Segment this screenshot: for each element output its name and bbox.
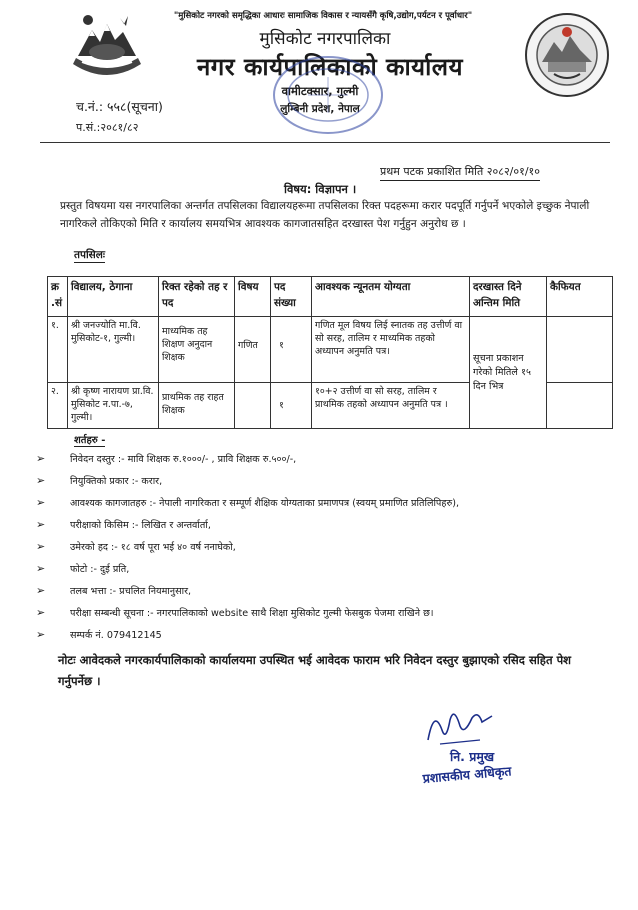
- cell-remarks: [547, 317, 613, 383]
- col-header-sn: क्र .सं: [48, 277, 68, 317]
- office-province: लुम्बिनी प्रदेश, नेपाल: [280, 103, 360, 115]
- arrow-bullet-icon: ➢: [36, 496, 46, 509]
- col-header-subject: विषय: [235, 277, 271, 317]
- municipality-name: मुसिकोट नगरपालिका: [259, 29, 391, 49]
- arrow-bullet-icon: ➢: [36, 540, 46, 553]
- subject-line: विषय: विज्ञापन ।: [284, 182, 357, 196]
- col-header-post: रिक्त रहेको तह र पद: [159, 277, 235, 317]
- tapsil-label: तपसिलः: [74, 249, 106, 261]
- cell-deadline: सूचना प्रकाशन गरेको मितिले १५ दिन भित्र: [470, 317, 547, 429]
- table-row: [48, 317, 613, 383]
- table-header-row: [48, 277, 613, 317]
- col-header-school: विद्यालय, ठेगाना: [68, 277, 159, 317]
- cell-post: माध्यमिक तह शिक्षण अनुदान शिक्षक: [159, 317, 235, 383]
- arrow-bullet-icon: ➢: [36, 628, 46, 641]
- cell-qualification: १०+२ उत्तीर्ण वा सो सरह, तालिम र प्राथमिक तहको अध्यापन अनुमति पत्र ।: [312, 383, 470, 429]
- office-address: वामीटक्सार, गुल्मी: [281, 84, 359, 98]
- signature-icon: [420, 700, 500, 750]
- cell-subject: गणित: [235, 317, 271, 383]
- arrow-bullet-icon: ➢: [36, 452, 46, 465]
- col-header-count: पद संख्या: [271, 277, 312, 317]
- header-divider: [40, 142, 610, 143]
- cell-qualification: गणित मूल विषय लिई स्नातक तह उत्तीर्ण वा सो सरह, तालिम र माध्यमिक तहको अध्यापन अनुमति पत्र।: [312, 317, 470, 383]
- cell-count: १: [271, 383, 312, 429]
- office-stamp-icon: [268, 52, 388, 138]
- cell-school: श्री जनज्योति मा.वि. मुसिकोट-१, गुल्मी।: [68, 317, 159, 383]
- cell-subject: [235, 383, 271, 429]
- published-date: प्रथम पटक प्रकाशित मिति २०८२/०१/१०: [380, 164, 540, 181]
- header-motto: "मुसिकोट नगरको समृद्धिका आधारः सामाजिक विकास र न्यायसँगै कृषि,उद्योग,पर्यटन र पूर्वाधार": [173, 11, 473, 21]
- cell-count: १: [271, 317, 312, 383]
- note-paragraph: नोटः आवेदकले नगरकार्यपालिकाको कार्यालयमा उपस्थित भई आवेदक फाराम भरि निवेदन दस्तुर बुझाएको रसिद सहित पेश गर्नुपर्नेछ ।: [58, 653, 572, 688]
- cell-post: प्राथमिक तह राहत शिक्षक: [159, 383, 235, 429]
- col-header-deadline: दरखास्त दिने अन्तिम मिति: [470, 277, 547, 317]
- arrow-bullet-icon: ➢: [36, 584, 46, 597]
- municipality-seal-icon: [524, 12, 610, 98]
- signatory-name: नि. प्रमुख: [450, 749, 495, 764]
- col-header-qualification: आवश्यक न्यूनतम योग्यता: [312, 277, 470, 317]
- arrow-bullet-icon: ➢: [36, 562, 46, 575]
- cell-school: श्री कृष्ण नारायण प्रा.वि. मुसिकोट न.पा.-७, गुल्मी।: [68, 383, 159, 429]
- conditions-title: शर्तहरु -: [74, 432, 105, 447]
- cell-sn: २.: [48, 383, 68, 429]
- nepal-emblem-icon: [68, 12, 146, 80]
- vacancy-table: [47, 276, 613, 429]
- reference-cha-no: च.नं.: ५५८(सूचना): [76, 99, 163, 114]
- office-name: नगर कार्यपालिकाको कार्यालय: [196, 53, 464, 81]
- col-header-remarks: कैफियत: [547, 277, 613, 317]
- cell-remarks: [547, 383, 613, 429]
- reference-pa-sa: प.सं.:२०८१/८२: [76, 121, 139, 134]
- signatory-title: प्रशासकीय अधिकृत: [422, 763, 513, 786]
- cell-sn: १.: [48, 317, 68, 383]
- arrow-bullet-icon: ➢: [36, 518, 46, 531]
- arrow-bullet-icon: ➢: [36, 474, 46, 487]
- intro-paragraph: प्रस्तुत विषयमा यस नगरपालिका अन्तर्गत तपसिलका विद्यालयहरूमा तपसिलका रिक्त पदहरूमा करार पदपूर्ति गर्नुपर्ने भएकोले इच्छुक नेपाली नागरिकले तोकिएको मिति र कार्यालय समयभित्र आवश्यक कागजातसहित दरखास्त पेश गर्नुहुन अनुरोध छ ।: [60, 200, 590, 230]
- arrow-bullet-icon: ➢: [36, 606, 46, 619]
